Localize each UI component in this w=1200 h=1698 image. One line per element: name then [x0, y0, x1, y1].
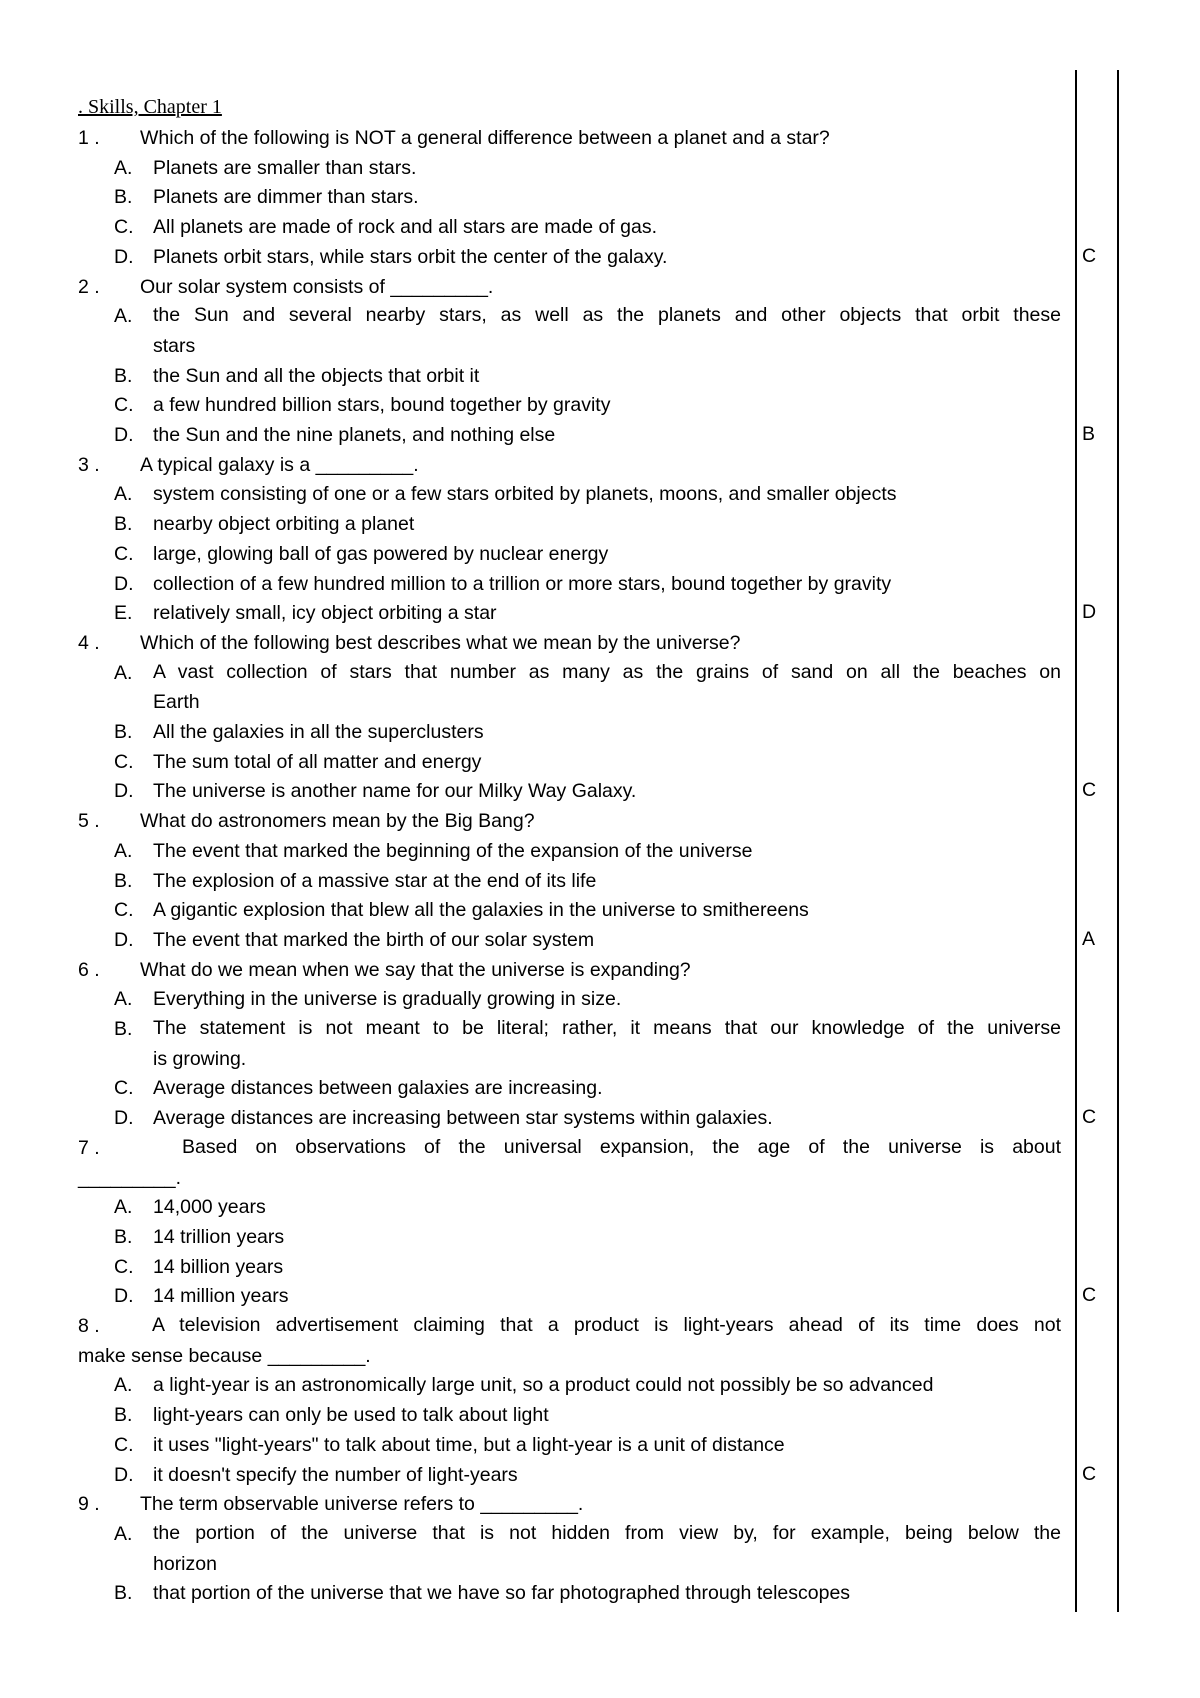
option-text: Average distances are increasing between star systems within galaxies. [153, 1107, 773, 1130]
option-text: large, glowing ball of gas powered by nuclear energy [153, 542, 609, 565]
option-letter: A. [114, 1522, 133, 1545]
question-text: What do we mean when we say that the universe is expanding? [140, 958, 691, 981]
option-text: the Sun and all the objects that orbit it [153, 364, 480, 387]
option-letter: A. [114, 305, 133, 328]
option-text: a few hundred billion stars, bound together by gravity [153, 394, 611, 417]
question-number: 2 . [78, 275, 100, 298]
option-letter: D. [114, 245, 134, 268]
option-letter: D. [114, 780, 134, 803]
option-text: 14 billion years [153, 1255, 284, 1278]
option-text: The explosion of a massive star at the end of its life [153, 869, 597, 892]
option-letter: A. [114, 661, 133, 684]
option-letter: B. [114, 364, 133, 387]
option-text: relatively small, icy object orbiting a star [153, 602, 497, 625]
question-text: A typical galaxy is a _________. [140, 453, 419, 476]
option-letter: C. [114, 216, 134, 239]
option-text: nearby object orbiting a planet [153, 513, 415, 536]
question-text-continued: _________. [78, 1166, 182, 1189]
question-number: 8 . [78, 1315, 100, 1337]
question-text-continued: make sense because _________. [78, 1344, 371, 1367]
option-letter: C. [114, 899, 134, 922]
option-text: 14,000 years [153, 1196, 266, 1219]
option-letter: A. [114, 483, 133, 506]
option-text: system consisting of one or a few stars orbited by planets, moons, and smaller objects [153, 483, 897, 506]
option-text: it uses "light-years" to talk about time, but a light-year is a unit of distance [153, 1433, 785, 1456]
option-text: The universe is another name for our Milky Way Galaxy. [153, 780, 637, 803]
option-letter: C. [114, 394, 134, 417]
answer-key: C [1082, 1462, 1097, 1485]
option-text: 14 million years [153, 1285, 289, 1308]
option-text: Planets are smaller than stars. [153, 156, 417, 179]
option-text: The statement is not meant to be literal; rather, it means that our knowledge of the universe [153, 1017, 1061, 1039]
option-letter: B. [114, 1225, 133, 1248]
option-text: the portion of the universe that is not hidden from view by, for example, being below the [153, 1521, 1061, 1544]
option-letter: A. [114, 839, 133, 862]
option-text: A gigantic explosion that blew all the galaxies in the universe to smithereens [153, 899, 809, 922]
page-title: . Skills, Chapter 1 [78, 96, 222, 118]
option-text: 14 trillion years [153, 1225, 285, 1248]
option-letter: C. [114, 750, 134, 773]
option-text: The sum total of all matter and energy [153, 750, 482, 773]
option-text: Planets orbit stars, while stars orbit the center of the galaxy. [153, 245, 668, 268]
option-letter: D. [114, 424, 134, 446]
option-text: All planets are made of rock and all stars are made of gas. [153, 216, 658, 239]
option-text: that portion of the universe that we have so far photographed through telescopes [153, 1582, 851, 1605]
question-text: The term observable universe refers to _________. [140, 1493, 584, 1516]
option-letter: D. [114, 1463, 134, 1486]
option-text-continued: horizon [153, 1552, 217, 1575]
question-number: 6 . [78, 958, 100, 981]
option-text: Average distances between galaxies are increasing. [153, 1077, 603, 1100]
option-letter: C. [114, 542, 134, 565]
option-letter: A. [114, 1374, 133, 1397]
option-letter: A. [114, 988, 133, 1011]
option-letter: D. [114, 572, 134, 595]
option-text: collection of a few hundred million to a trillion or more stars, bound together by gravity [153, 572, 892, 595]
option-letter: C. [114, 1255, 134, 1278]
option-letter: B. [114, 1582, 133, 1605]
option-text-continued: stars [153, 334, 196, 357]
option-letter: A. [114, 1196, 133, 1219]
question-number: 9 . [78, 1493, 100, 1516]
option-letter: B. [114, 721, 133, 743]
question-number: 3 . [78, 453, 100, 476]
option-letter: B. [114, 186, 133, 209]
answer-column-right-rule [1117, 70, 1119, 1612]
answer-key: C [1082, 1284, 1097, 1307]
question-text: What do astronomers mean by the Big Bang? [140, 810, 535, 833]
answer-key: B [1082, 423, 1096, 445]
option-letter: D. [114, 928, 134, 951]
option-text-continued: Earth [153, 691, 200, 714]
option-letter: A. [114, 156, 133, 179]
option-text: A vast collection of stars that number as many as the grains of sand on all the beaches on [153, 660, 1061, 683]
option-text: The event that marked the birth of our solar system [153, 928, 595, 951]
answer-key: C [1082, 1106, 1097, 1129]
option-text: The event that marked the beginning of the expansion of the universe [153, 839, 753, 862]
option-letter: B. [114, 1018, 133, 1040]
option-text: the Sun and several nearby stars, as well as the planets and other objects that orbit these [153, 304, 1061, 327]
answer-key: C [1082, 779, 1097, 802]
option-letter: B. [114, 513, 133, 536]
question-text: Our solar system consists of _________. [140, 275, 494, 298]
question-number: 4 . [78, 631, 100, 654]
option-letter: E. [114, 602, 133, 625]
option-text: All the galaxies in all the superclusters [153, 721, 484, 743]
question-text: Based on observations of the universal expansion, the age of the universe is about [182, 1135, 1061, 1158]
option-text: a light-year is an astronomically large unit, so a product could not possibly be so advanced [153, 1374, 934, 1397]
option-letter: C. [114, 1433, 134, 1456]
option-letter: D. [114, 1285, 134, 1308]
option-letter: B. [114, 869, 133, 892]
option-text: Everything in the universe is gradually growing in size. [153, 988, 622, 1011]
option-text: light-years can only be used to talk about light [153, 1404, 549, 1427]
question-number: 5 . [78, 810, 100, 833]
question-text: Which of the following best describes what we mean by the universe? [140, 631, 741, 654]
answer-key: C [1082, 244, 1097, 267]
question-number: 7 . [78, 1136, 100, 1159]
question-text: Which of the following is NOT a general difference between a planet and a star? [140, 127, 830, 149]
option-letter: B. [114, 1404, 133, 1427]
option-text-continued: is growing. [153, 1047, 247, 1070]
answer-key: A [1082, 927, 1096, 950]
question-text: A television advertisement claiming that a product is light-years ahead of its time does not [152, 1314, 1061, 1336]
answer-column-left-rule [1075, 70, 1077, 1612]
option-text: it doesn't specify the number of light-years [153, 1463, 518, 1486]
option-letter: C. [114, 1077, 134, 1100]
question-number: 1 . [78, 127, 100, 149]
option-text: the Sun and the nine planets, and nothing else [153, 424, 556, 446]
option-text: Planets are dimmer than stars. [153, 186, 419, 209]
answer-key: D [1082, 601, 1097, 624]
option-letter: D. [114, 1107, 134, 1130]
